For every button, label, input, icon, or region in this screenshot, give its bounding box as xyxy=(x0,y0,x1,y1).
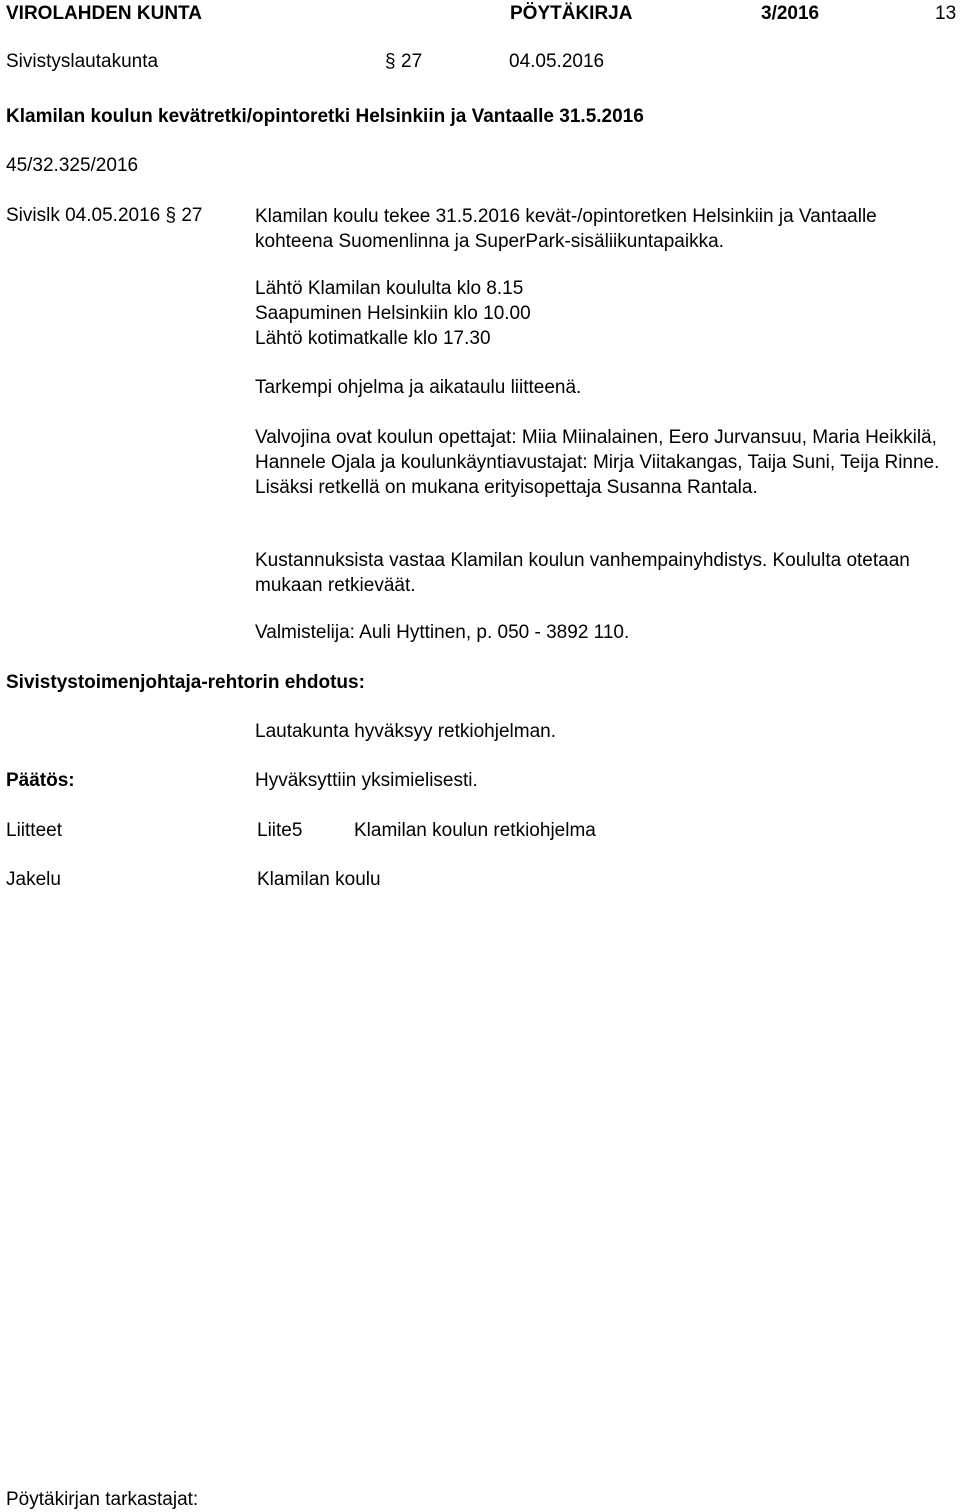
attachments-label: Liitteet xyxy=(6,820,62,841)
page-title: Klamilan koulun kevätretki/opintoretki Helsinkiin ja Vantaalle 31.5.2016 xyxy=(6,106,644,127)
organization-name: VIROLAHDEN KUNTA xyxy=(6,3,202,24)
intro-paragraph: Klamilan koulu tekee 31.5.2016 kevät-/opintoretken Helsinkiin ja Vantaalle kohteena Suomenlinna ja SuperPark-sisäliikuntapaikka. xyxy=(255,206,877,252)
document-type: PÖYTÄKIRJA xyxy=(510,3,633,24)
preparer-line: Valmistelija: Auli Hyttinen, p. 050 - 3892 110. xyxy=(255,622,630,643)
supervisors-paragraph: Valvojina ovat koulun opettajat: Miia Miinalainen, Eero Jurvansuu, Maria Heikkilä, Hannele Ojala ja koulunkäyntiavustajat: Mirja Viitakangas, Taija Suni, Teija Rinne. Lisäksi retkellä on mukana erityisopettaja Susanna Rantala. xyxy=(255,427,940,498)
decision-text: Hyväksyttiin yksimielisesti. xyxy=(255,770,478,791)
committee-name: Sivistyslautakunta xyxy=(6,51,159,72)
reference-section-number: 27 xyxy=(181,205,203,226)
reference-line xyxy=(6,204,203,228)
reference-section-symbol: § xyxy=(165,205,177,226)
meeting-date: 04.05.2016 xyxy=(509,51,605,72)
schedule-arrival: Saapuminen Helsinkiin klo 10.00 xyxy=(255,303,531,324)
attachment-name: Klamilan koulun retkiohjelma xyxy=(354,820,596,841)
decision-label: Päätös: xyxy=(6,770,75,791)
section-symbol: § xyxy=(385,51,396,72)
proposal-text: Lautakunta hyväksyy retkiohjelman. xyxy=(255,721,556,742)
attachment-id: Liite5 xyxy=(257,820,303,841)
schedule-departure: Lähtö Klamilan koululta klo 8.15 xyxy=(255,278,524,299)
page-number: 13 xyxy=(935,3,957,24)
reference-number: 45/32.325/2016 xyxy=(6,155,139,176)
document-number: 3/2016 xyxy=(761,3,820,24)
program-note: Tarkempi ohjelma ja aikataulu liitteenä. xyxy=(255,377,582,398)
schedule-return: Lähtö kotimatkalle klo 17.30 xyxy=(255,328,491,349)
proposal-label: Sivistystoimenjohtaja-rehtorin ehdotus: xyxy=(6,672,365,693)
distribution-recipient: Klamilan koulu xyxy=(257,869,381,890)
section-number: 27 xyxy=(401,51,423,72)
costs-paragraph: Kustannuksista vastaa Klamilan koulun vanhempainyhdistys. Koululta otetaan mukaan retkieväät. xyxy=(255,550,910,596)
reference-prefix: Sivislk 04.05.2016 xyxy=(6,205,161,226)
reviewers-label: Pöytäkirjan tarkastajat: xyxy=(6,1489,199,1510)
distribution-label: Jakelu xyxy=(6,869,61,890)
